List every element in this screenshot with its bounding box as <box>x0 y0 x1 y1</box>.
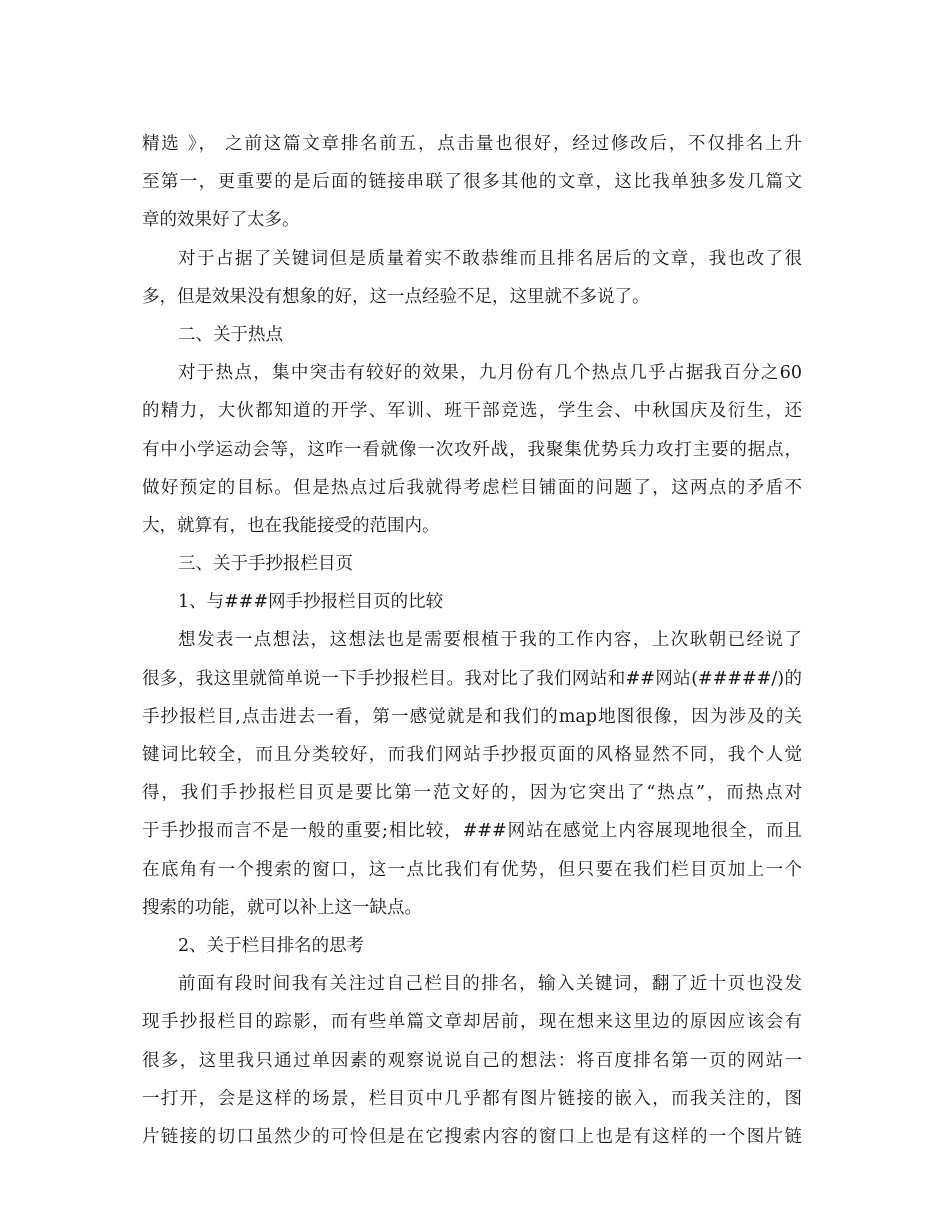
document-body <box>142 125 802 1156</box>
text-line: 搜索的功能，就可以补上这一缺点。 <box>142 897 422 918</box>
text-line: 三、关于手抄报栏目页 <box>178 554 353 575</box>
text-line: 的精力，大伙都知道的开学、军训、班干部竞选，学生会、中秋国庆及衍生，还 <box>142 401 802 422</box>
text-line: 对于热点，集中突击有较好的效果，九月份有几个热点几乎占据我百分之60 <box>178 363 802 384</box>
text-line: 2、关于栏目排名的思考 <box>178 935 365 956</box>
text-line: 章的效果好了太多。 <box>142 210 300 231</box>
text-line: 在底角有一个搜索的窗口，这一点比我们有优势，但只要在我们栏目页加上一个 <box>142 859 802 880</box>
text-line: 精选 》， 之前这篇文章排名前五，点击量也很好，经过修改后，不仅排名上升 <box>142 134 802 154</box>
text-line: 做好预定的目标。但是热点过后我就得考虑栏目铺面的问题了，这两点的矛盾不 <box>142 477 802 498</box>
text-line: 前面有段时间我有关注过自己栏目的排名，输入关键词，翻了近十页也没发 <box>178 974 802 995</box>
text-line: 于手抄报而言不是一般的重要;相比较，###网站在感觉上内容展现地很全，而且 <box>142 821 802 842</box>
text-line: 多，但是效果没有想象的好，这一点经验不足，这里就不多说了。 <box>142 286 650 307</box>
text-line: 有中小学运动会等，这咋一看就像一次攻歼战，我聚集优势兵力攻打主要的据点， <box>142 439 802 460</box>
text-line: 很多，这里我只通过单因素的观察说说自己的想法：将百度排名第一页的网站一 <box>142 1050 802 1071</box>
text-line: 一打开，会是这样的场景，栏目页中几乎都有图片链接的嵌入，而我关注的，图 <box>142 1088 802 1109</box>
text-line: 得，我们手抄报栏目页是要比第一范文好的，因为它突出了“热点”，而热点对 <box>142 783 802 804</box>
text-line: 想发表一点想法，这想法也是需要根植于我的工作内容，上次耿朝已经说了 <box>178 630 802 651</box>
text-line: 1、与###网手抄报栏目页的比较 <box>178 592 444 613</box>
text-line: 大，就算有，也在我能接受的范围内。 <box>142 515 440 536</box>
text-line: 对于占据了关键词但是质量着实不敢恭维而且排名居后的文章，我也改了很 <box>178 248 802 269</box>
text-line: 手抄报栏目,点击进去一看，第一感觉就是和我们的map地图很像，因为涉及的关 <box>142 706 802 727</box>
text-line: 很多，我这里就简单说一下手抄报栏目。我对比了我们网站和##网站(#####/)的 <box>142 668 802 689</box>
text-line: 至第一，更重要的是后面的链接串联了很多其他的文章，这比我单独多发几篇文 <box>142 172 802 193</box>
text-line: 现手抄报栏目的踪影，而有些单篇文章却居前，现在想来这里边的原因应该会有 <box>142 1012 802 1033</box>
text-line: 片链接的切口虽然少的可怜但是在它搜索内容的窗口上也是有这样的一个图片链 <box>142 1126 802 1147</box>
text-line: 键词比较全，而且分类较好，而我们网站手抄报页面的风格显然不同，我个人觉 <box>142 745 802 765</box>
text-line: 二、关于热点 <box>178 324 283 345</box>
